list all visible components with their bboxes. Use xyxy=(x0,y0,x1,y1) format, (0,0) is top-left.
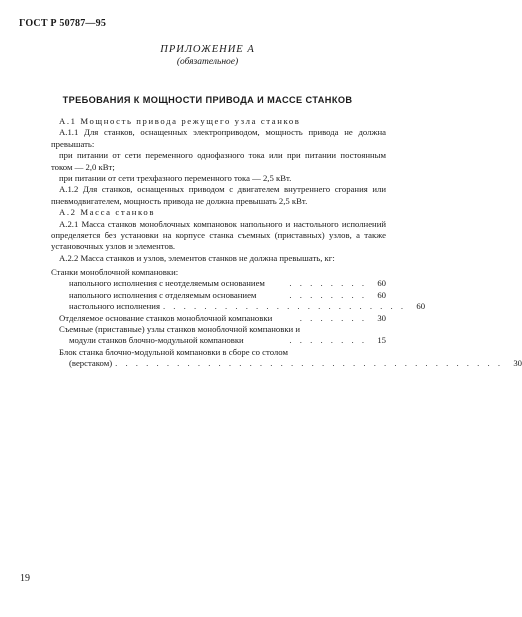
paragraph-a1-1: А.1.1 Для станков, оснащенных электроприводом, мощность привода не должна превышать: xyxy=(51,127,386,149)
mass-row-label: настольного исполнения xyxy=(69,301,160,312)
mass-row xyxy=(51,290,386,301)
paragraph-a1-2: А.1.2 Для станков, оснащенных приводом с двигателем внутреннего сгорания или пневмодвигателем, мощность привода не должна превышать 2,5 кВт. xyxy=(51,184,386,206)
mass-row-value: 60 xyxy=(377,289,386,300)
mass-row-label: Отделяемое основание станков моноблочной компановки xyxy=(59,312,273,323)
paragraph-a1: А.1 Мощность привода режущего узла станков xyxy=(59,116,301,126)
paragraph-a2-1: А.2.1 Масса станков моноблочных компановок напольного и настольного исполнений определяется без установки на корпусе станка съемных (приставных) узлов, а также установочных узлов и элементов. xyxy=(51,218,386,252)
dot-leader: . . . . . . . xyxy=(299,312,367,323)
page-number: 19 xyxy=(20,573,30,584)
appendix-subtitle: (обязательное) xyxy=(176,57,239,67)
document-header: ГОСТ Р 50787—95 xyxy=(19,18,107,29)
dot-leader: . . . . . . . . xyxy=(289,289,367,300)
mass-group-label: Станки моноблочной компановки: xyxy=(51,267,179,277)
attachments-label-line-2: модули станков блочно-модульной компановки xyxy=(69,335,244,346)
mass-row xyxy=(51,278,386,289)
dot-leader: . . . . . . . . . . . . . . . . . . . . . . . . xyxy=(162,301,407,312)
mass-table xyxy=(51,267,522,370)
dot-leader: . . . . . . . . xyxy=(289,278,367,289)
block-label-line-1: Блок станка блочно-модульной компановки в сборе со столом xyxy=(59,346,288,357)
mass-row xyxy=(51,335,386,346)
section-title: ТРЕБОВАНИЯ К МОЩНОСТИ ПРИВОДА И МАССЕ СТАНКОВ xyxy=(62,95,353,105)
mass-row xyxy=(51,301,426,312)
block-label-line-2: (верстаком) xyxy=(69,358,113,369)
mass-row-value: 30 xyxy=(377,312,386,323)
body-text xyxy=(51,116,386,264)
mass-row xyxy=(51,358,522,369)
paragraph-a2: А.2 Масса станков xyxy=(59,207,156,218)
dot-leader: . . . . . . . . xyxy=(289,335,367,346)
appendix-title: ПРИЛОЖЕНИЕ А xyxy=(160,44,255,55)
block-value: 30 xyxy=(513,358,522,369)
mass-row-value: 60 xyxy=(416,301,426,312)
attachments-value: 15 xyxy=(377,335,386,346)
mass-row-value: 60 xyxy=(377,278,386,289)
paragraph-a1-1-single-phase: при питании от сети переменного однофазного тока или при питании постоянным током — 2,0 кВт; xyxy=(51,150,386,172)
paragraph-a1-1-three-phase: при питании от сети трехфазного переменного тока — 2,5 кВт. xyxy=(59,173,292,184)
mass-row xyxy=(51,313,386,324)
attachments-label-line-1: Съемные (приставные) узлы станков моноблочной компановки и xyxy=(59,324,301,335)
mass-row-label: напольного исполнения с отделяемым основанием xyxy=(69,289,257,300)
mass-row-label: напольного исполнения с неотделяемым основанием xyxy=(69,278,265,289)
dot-leader: . . . . . . . . . . . . . . . . . . . . . . . . . . . . . . . . . . . . . . xyxy=(115,358,503,369)
paragraph-a2-2: А.2.2 Масса станков и узлов, элементов станков не должна превышать, кг: xyxy=(59,252,335,263)
